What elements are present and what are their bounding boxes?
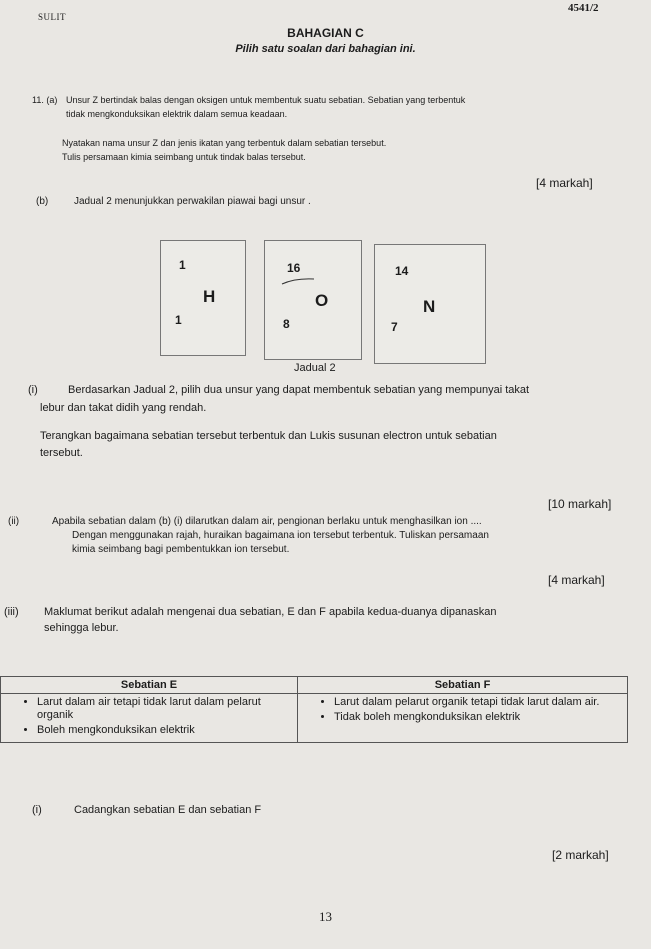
q11bi-line2: lebur dan takat didih yang rendah. (40, 402, 207, 414)
q11a-line1: Unsur Z bertindak balas dengan oksigen untuk membentuk suatu sebatian. Sebatian yang terbentuk (66, 95, 466, 105)
section-title: BAHAGIAN C (287, 26, 364, 40)
q11a-line2: tidak mengkonduksikan elektrik dalam semua keadaan. (66, 109, 288, 119)
q11b-text: Jadual 2 menunjukkan perwakilan piawai bagi unsur . (74, 196, 311, 207)
q11a-marks: [4 markah] (536, 176, 593, 190)
paper-code: 4541/2 (568, 2, 599, 14)
q11a-line4: Tulis persamaan kimia seimbang untuk tindak balas tersebut. (62, 152, 306, 162)
q11bii-label: (ii) (8, 516, 20, 527)
header-sebatian-e: Sebatian E (1, 677, 298, 694)
element-symbol: H (203, 287, 216, 306)
proton-number: 7 (391, 320, 398, 334)
q11a-label: 11. (a) (32, 95, 58, 105)
mass-number: 16 (287, 261, 301, 275)
q11biii-line2: sehingga lebur. (44, 622, 119, 634)
header-sebatian-f: Sebatian F (298, 677, 628, 694)
sebatian-f-properties (298, 694, 628, 743)
element-card-hydrogen (160, 240, 246, 356)
mass-number: 14 (395, 264, 409, 278)
q11bii-line2: Dengan menggunakan rajah, huraikan bagaimana ion tersebut terbentuk. Tuliskan persamaan (72, 530, 489, 541)
q11biii-i-text: Cadangkan sebatian E dan sebatian F (74, 804, 262, 816)
q11bi-line1: Berdasarkan Jadual 2, pilih dua unsur yang dapat membentuk sebatian yang mempunyai takat (68, 384, 530, 396)
q11a-line3: Nyatakan nama unsur Z dan jenis ikatan yang terbentuk dalam sebatian tersebut. (62, 138, 387, 148)
mass-number: 1 (179, 258, 186, 272)
q11bi-marks: [10 markah] (548, 497, 612, 511)
section-instruction: Pilih satu soalan dari bahagian ini. (235, 43, 416, 55)
q11bii-line3: kimia seimbang bagi pembentukkan ion tersebut. (72, 544, 290, 555)
q11biii-line1: Maklumat berikut adalah mengenai dua sebatian, E dan F apabila kedua-duanya dipanaskan (44, 606, 497, 618)
q11bii-marks: [4 markah] (548, 573, 605, 587)
table-caption: Jadual 2 (294, 362, 336, 374)
q11biii-label: (iii) (4, 606, 19, 618)
element-symbol: N (423, 297, 436, 316)
q11bi-label: (i) (28, 384, 38, 396)
compound-comparison-table (0, 676, 628, 743)
page-number: 13 (319, 909, 332, 924)
q11biii-i-marks: [2 markah] (552, 848, 609, 862)
element-symbol: O (315, 291, 329, 310)
q11b-label: (b) (36, 196, 49, 207)
q11bii-line1: Apabila sebatian dalam (b) (i) dilarutkan dalam air, pengionan berlaku untuk menghasilkan ion .... (52, 516, 482, 527)
list-item: • Larut dalam air tetapi tidak larut dalam pelarut organik (37, 696, 293, 722)
header-sulit: SULIT (38, 12, 66, 22)
q11biii-i-label: (i) (32, 804, 42, 816)
proton-number: 8 (283, 317, 290, 331)
underline-mark (281, 277, 315, 285)
q11bi-line4: tersebut. (40, 447, 83, 459)
proton-number: 1 (175, 313, 182, 327)
list-item: • Larut dalam pelarut organik tetapi tidak larut dalam air. (334, 696, 623, 709)
element-card-nitrogen (374, 244, 486, 364)
list-item: • Boleh mengkonduksikan elektrik (37, 724, 293, 737)
element-card-oxygen (264, 240, 362, 360)
q11bi-line3: Terangkan bagaimana sebatian tersebut terbentuk dan Lukis susunan electron untuk sebatian (40, 430, 497, 442)
list-item: • Tidak boleh mengkonduksikan elektrik (334, 711, 623, 724)
sebatian-e-properties (1, 694, 298, 743)
